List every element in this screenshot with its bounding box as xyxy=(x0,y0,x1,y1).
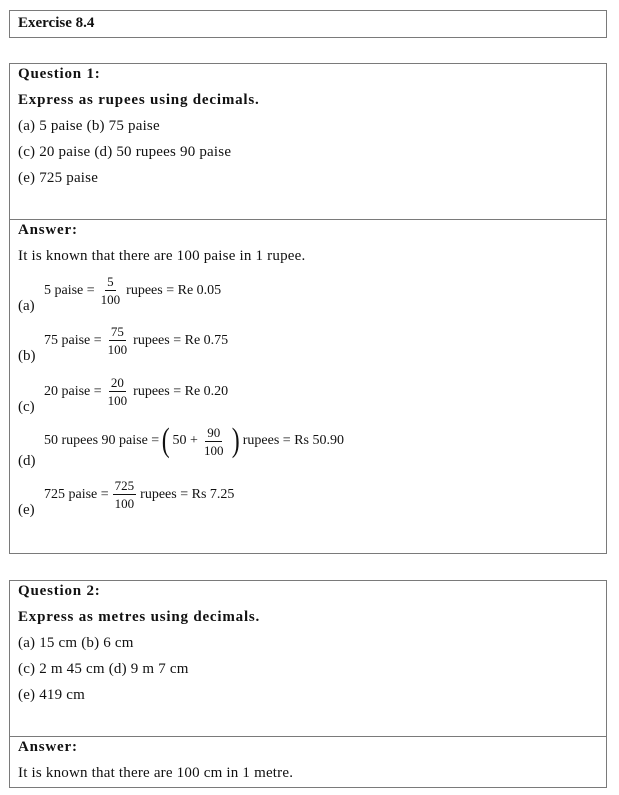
solution-label: (d) xyxy=(18,453,36,469)
denominator: 100 xyxy=(107,342,128,357)
equation-rhs: rupees = Rs 50.90 xyxy=(242,433,344,448)
question-part: (e) 419 cm xyxy=(18,687,85,703)
question-prompt: Express as rupees using decimals. xyxy=(18,92,260,108)
question-part: (c) 20 paise (d) 50 rupees 90 paise xyxy=(18,144,232,160)
denominator: 100 xyxy=(114,496,135,511)
question-part: (e) 725 paise xyxy=(18,170,99,186)
exercise-title: Exercise 8.4 xyxy=(18,15,95,31)
numerator: 75 xyxy=(110,324,124,339)
question-1-box xyxy=(9,63,607,554)
solution-label: (b) xyxy=(18,348,36,364)
answer-label: Answer: xyxy=(18,739,78,755)
question-prompt: Express as metres using decimals. xyxy=(18,609,261,625)
equation-lhs: 75 paise = xyxy=(44,332,102,348)
answer-intro: It is known that there are 100 cm in 1 metre. xyxy=(18,765,294,781)
denominator: 100 xyxy=(100,292,121,307)
equation-rhs: rupees = Re 0.75 xyxy=(133,332,229,348)
question-part: (a) 5 paise (b) 75 paise xyxy=(18,118,160,134)
equation-rhs: rupees = Rs 7.25 xyxy=(140,486,235,502)
denominator: 100 xyxy=(203,442,224,458)
equation-rhs: rupees = Re 0.20 xyxy=(133,383,229,399)
whole-part: 50 + xyxy=(172,433,198,448)
divider xyxy=(10,736,606,737)
numerator: 90 xyxy=(207,424,221,440)
fraction xyxy=(113,478,137,511)
numerator: 725 xyxy=(114,478,135,493)
open-paren: ( xyxy=(161,422,170,459)
denominator: 100 xyxy=(107,393,128,408)
solution-label: (e) xyxy=(18,502,35,518)
fraction xyxy=(106,324,130,357)
answer-intro: It is known that there are 100 paise in 1 rupee. xyxy=(18,248,306,264)
fraction xyxy=(99,274,123,307)
question-part: (c) 2 m 45 cm (d) 9 m 7 cm xyxy=(18,661,189,677)
question-2-box xyxy=(9,580,607,788)
equation-lhs: 50 rupees 90 paise = xyxy=(44,433,160,448)
equation-rhs: rupees = Re 0.05 xyxy=(126,282,222,298)
solution-label: (c) xyxy=(18,399,35,415)
fraction xyxy=(202,425,226,458)
divider xyxy=(10,219,606,220)
solution-equation xyxy=(44,324,228,357)
close-paren: ) xyxy=(232,422,241,459)
question-label: Question 2: xyxy=(18,583,101,599)
equation-lhs: 725 paise = xyxy=(44,486,109,502)
solution-label: (a) xyxy=(18,298,35,314)
question-label: Question 1: xyxy=(18,66,101,82)
solution-equation xyxy=(44,375,228,408)
solution-equation xyxy=(44,478,234,511)
solution-equation xyxy=(44,424,344,458)
equation-lhs: 5 paise = xyxy=(44,282,95,298)
numerator: 20 xyxy=(110,375,124,390)
solution-equation xyxy=(44,274,221,307)
numerator: 5 xyxy=(107,274,114,289)
fraction xyxy=(106,375,130,408)
equation-lhs: 20 paise = xyxy=(44,383,102,399)
answer-label: Answer: xyxy=(18,222,78,238)
exercise-header xyxy=(9,10,607,38)
question-part: (a) 15 cm (b) 6 cm xyxy=(18,635,134,651)
